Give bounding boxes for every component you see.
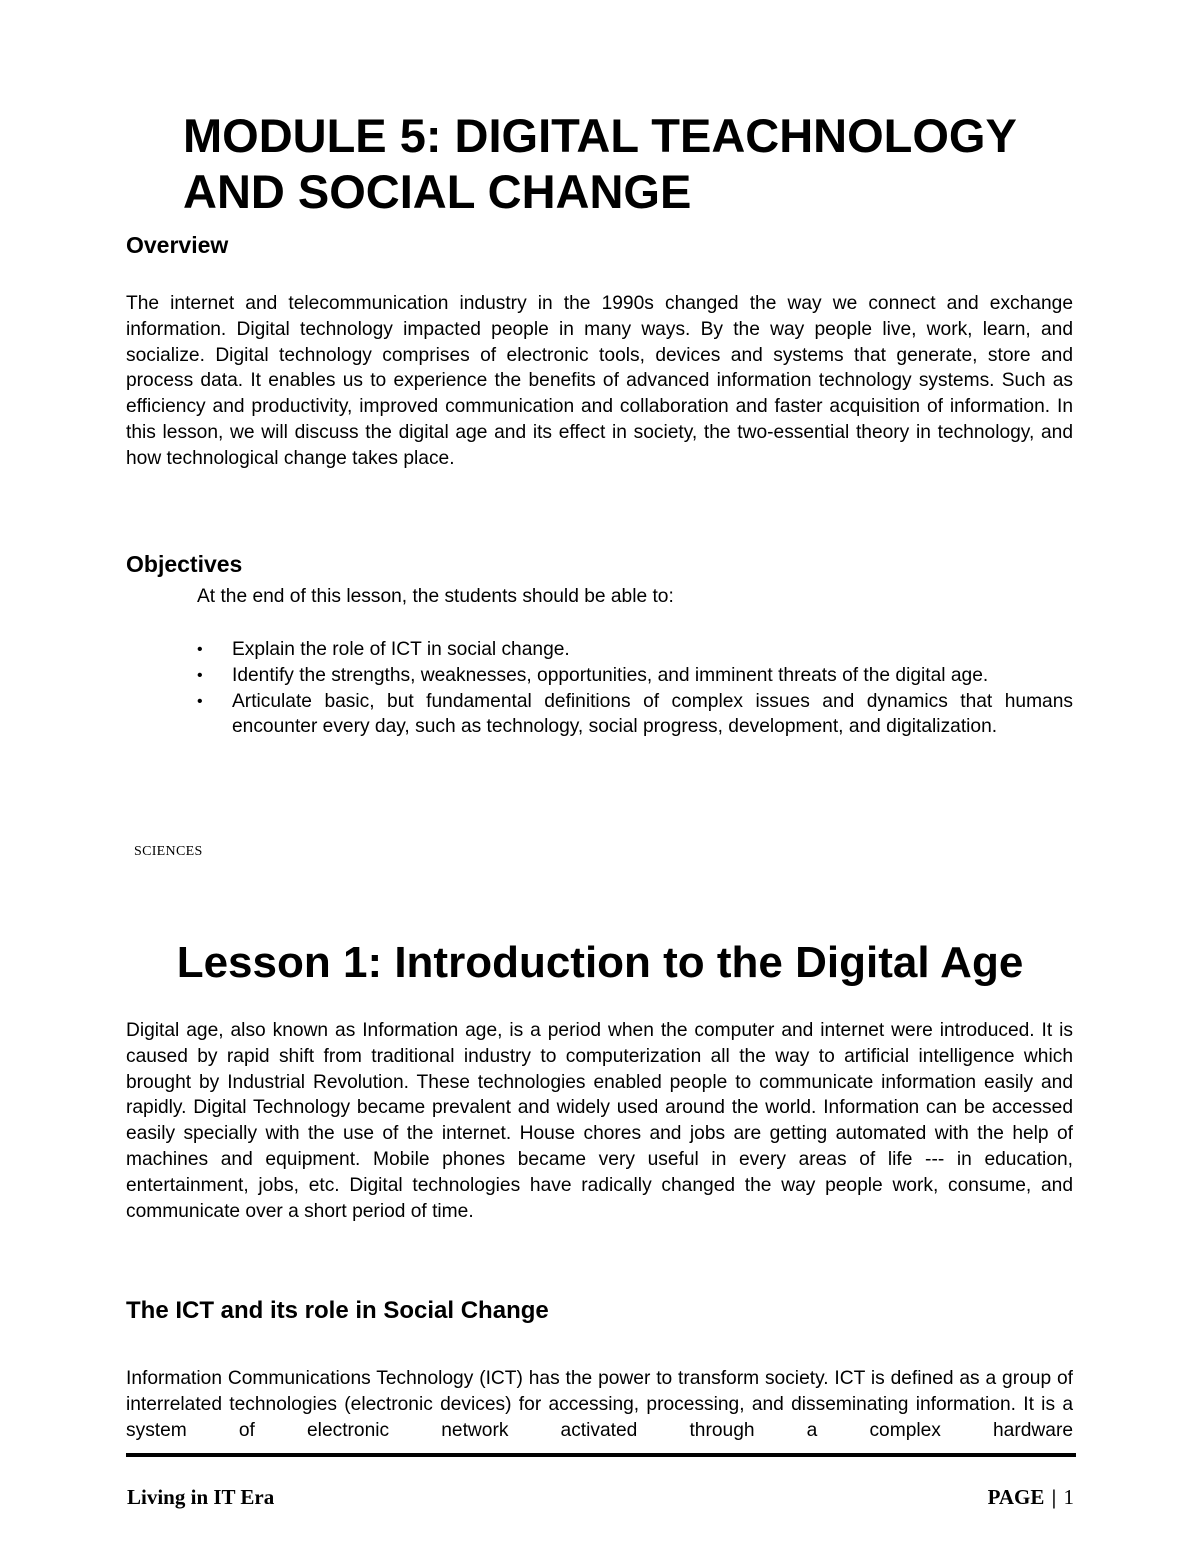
footer-page-indicator bbox=[988, 1484, 1074, 1510]
overview-paragraph: The internet and telecommunication industry in the 1990s changed the way we connect and exchange information. Digital technology impacted people in many ways. By the way people live, work, learn, and socialize. Digital technology comprises of electronic tools, devices and systems that generate, store and process data. It enables us to experience the benefits of advanced information technology systems. Such as efficiency and productivity, improved communication and collaboration and faster acquisition of information. In this lesson, we will discuss the digital age and its effect in society, the two-essential theory in technology, and how technological change takes place. bbox=[126, 293, 1073, 469]
page-number: 1 bbox=[1063, 1485, 1074, 1509]
objectives-heading: Objectives bbox=[126, 551, 243, 577]
page-label: PAGE bbox=[987, 1485, 1045, 1509]
bullet-icon: • bbox=[197, 641, 203, 658]
list-item bbox=[197, 663, 1073, 689]
objective-text: Identify the strengths, weaknesses, opportunities, and imminent threats of the digital age. bbox=[232, 664, 989, 686]
module-title-line-1: MODULE 5: DIGITAL TEACHNOLOGY bbox=[183, 109, 1017, 162]
lesson-paragraph: Digital age, also known as Information age, is a period when the computer and internet were introduced. It is caused by rapid shift from traditional industry to computerization all the way to artificial intelligence which brought by Industrial Revolution. These technologies enabled people to communicate information easily and rapidly. Digital Technology became prevalent and widely used around the world. Information can be accessed easily specially with the use of the internet. House chores and jobs are getting automated with the help of machines and equipment. Mobile phones became very useful in every areas of life --- in education, entertainment, jobs, etc. Digital technologies have radically changed the way people work, consume, and communicate over a short period of time. bbox=[126, 1020, 1073, 1222]
list-item bbox=[197, 689, 1073, 741]
objectives-list bbox=[197, 637, 1073, 740]
bullet-icon: • bbox=[197, 666, 203, 684]
ict-paragraph: Information Communications Technology (ICT) has the power to transform society. ICT is defined as a group of interrelated technologies (electronic devices) for accessing, processing, and disseminating information. It is a system of electronic network activated through a complex hardware bbox=[126, 1368, 1073, 1441]
list-item bbox=[197, 637, 1073, 663]
objectives-intro: At the end of this lesson, the students should be able to: bbox=[197, 586, 674, 607]
lesson-title: Lesson 1: Introduction to the Digital Age bbox=[176, 938, 1024, 987]
module-title bbox=[183, 108, 1083, 220]
page-separator: | bbox=[1051, 1485, 1057, 1509]
footer-divider bbox=[126, 1453, 1076, 1457]
objective-text: Explain the role of ICT in social change. bbox=[232, 639, 570, 660]
footer-course-title: Living in IT Era bbox=[127, 1485, 275, 1509]
sciences-label: SCIENCES bbox=[134, 844, 203, 859]
overview-heading: Overview bbox=[126, 232, 229, 258]
bullet-icon: • bbox=[197, 692, 203, 710]
module-title-line-2: AND SOCIAL CHANGE bbox=[183, 165, 692, 218]
objective-text: Articulate basic, but fundamental definitions of complex issues and dynamics that humans encounter every day, such as technology, social progress, development, and digitalization. bbox=[232, 690, 1073, 738]
ict-heading: The ICT and its role in Social Change bbox=[126, 1297, 549, 1324]
